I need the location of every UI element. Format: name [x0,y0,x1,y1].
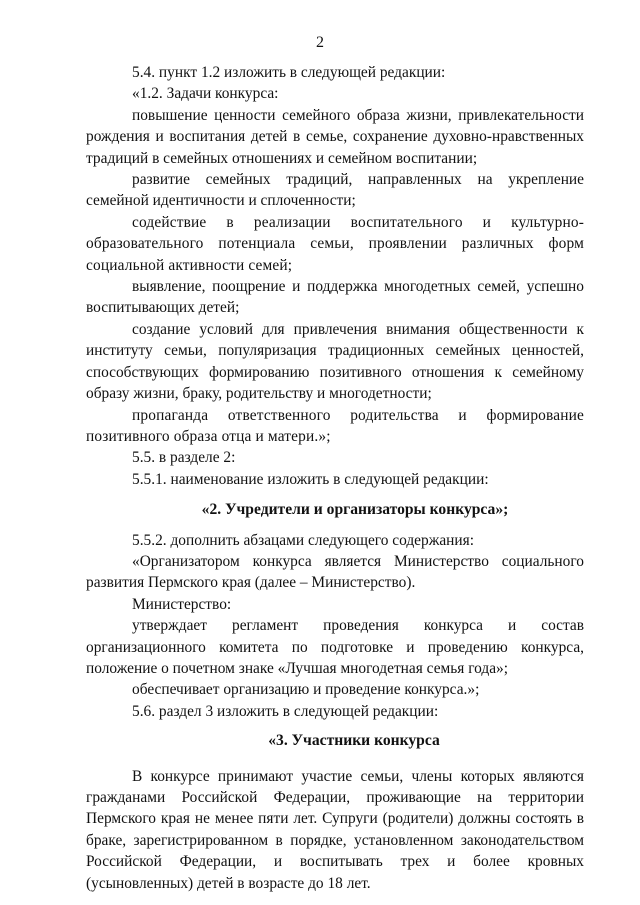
paragraph: 5.5.2. дополнить абзацами следующего содержания: [132,531,474,549]
paragraph: «Организатором конкурса является Министерство социального развития Пермского края (далее – Министерство). [86,552,584,592]
page-number: 2 [316,34,324,51]
paragraph: создание условий для привлечения внимания общественности к институту семьи, популяризация традиционных семейных ценностей, способствующих формированию позитивного отношения к семейному образу жизни, браку, родительству и многодетности; [86,320,584,403]
paragraph: обеспечивает организацию и проведение конкурса.»; [132,681,480,699]
paragraph: 5.4. пункт 1.2 изложить в следующей редакции: [132,64,446,81]
paragraph: развитие семейных традиций, направленных на укрепление семейной идентичности и сплоченности; [86,171,584,210]
paragraph: содействие в реализации воспитательного и культурно-образовательного потенциала семьи, проявлении различных форм социальной активности семей; [86,213,584,274]
document-body [86,62,584,894]
paragraph: «1.2. Задачи конкурса: [132,85,279,103]
paragraph: повышение ценности семейного образа жизни, привлекательности рождения и воспитания детей в семье, сохранение духовно-нравственных традиций в семейных отношениях и семейном воспитании; [86,106,584,167]
paragraph: 5.6. раздел 3 изложить в следующей редакции: [132,702,439,720]
paragraph: Министерство: [132,595,232,613]
paragraph: 5.5.1. наименование изложить в следующей редакции: [132,470,489,488]
section-heading: «3. Участники конкурса [268,732,440,750]
paragraph: пропаганда ответственного родительства и формирование позитивного образа отца и матери.»; [86,406,584,445]
paragraph: выявление, поощрение и поддержка многодетных семей, успешно воспитывающих детей; [86,278,584,317]
section-heading: «2. Учредители и организаторы конкурса»; [201,501,509,519]
paragraph: 5.5. в разделе 2: [132,449,236,467]
paragraph: В конкурсе принимают участие семьи, члены которых являются гражданами Российской Федерации, проживающие на территории Пермского края не менее пяти лет. Супруги (родители) должны состоять в браке, зарегистрированном в порядке, установленном законодательством Российской Федерации, и воспитывать трех и более кровных (усыновленных) детей в возрасте до 18 лет. [86,767,584,892]
paragraph: утверждает регламент проведения конкурса и состав организационного комитета по подготовке и проведению конкурса, положение о почетном знаке «Лучшая многодетная семья года»; [86,617,584,677]
